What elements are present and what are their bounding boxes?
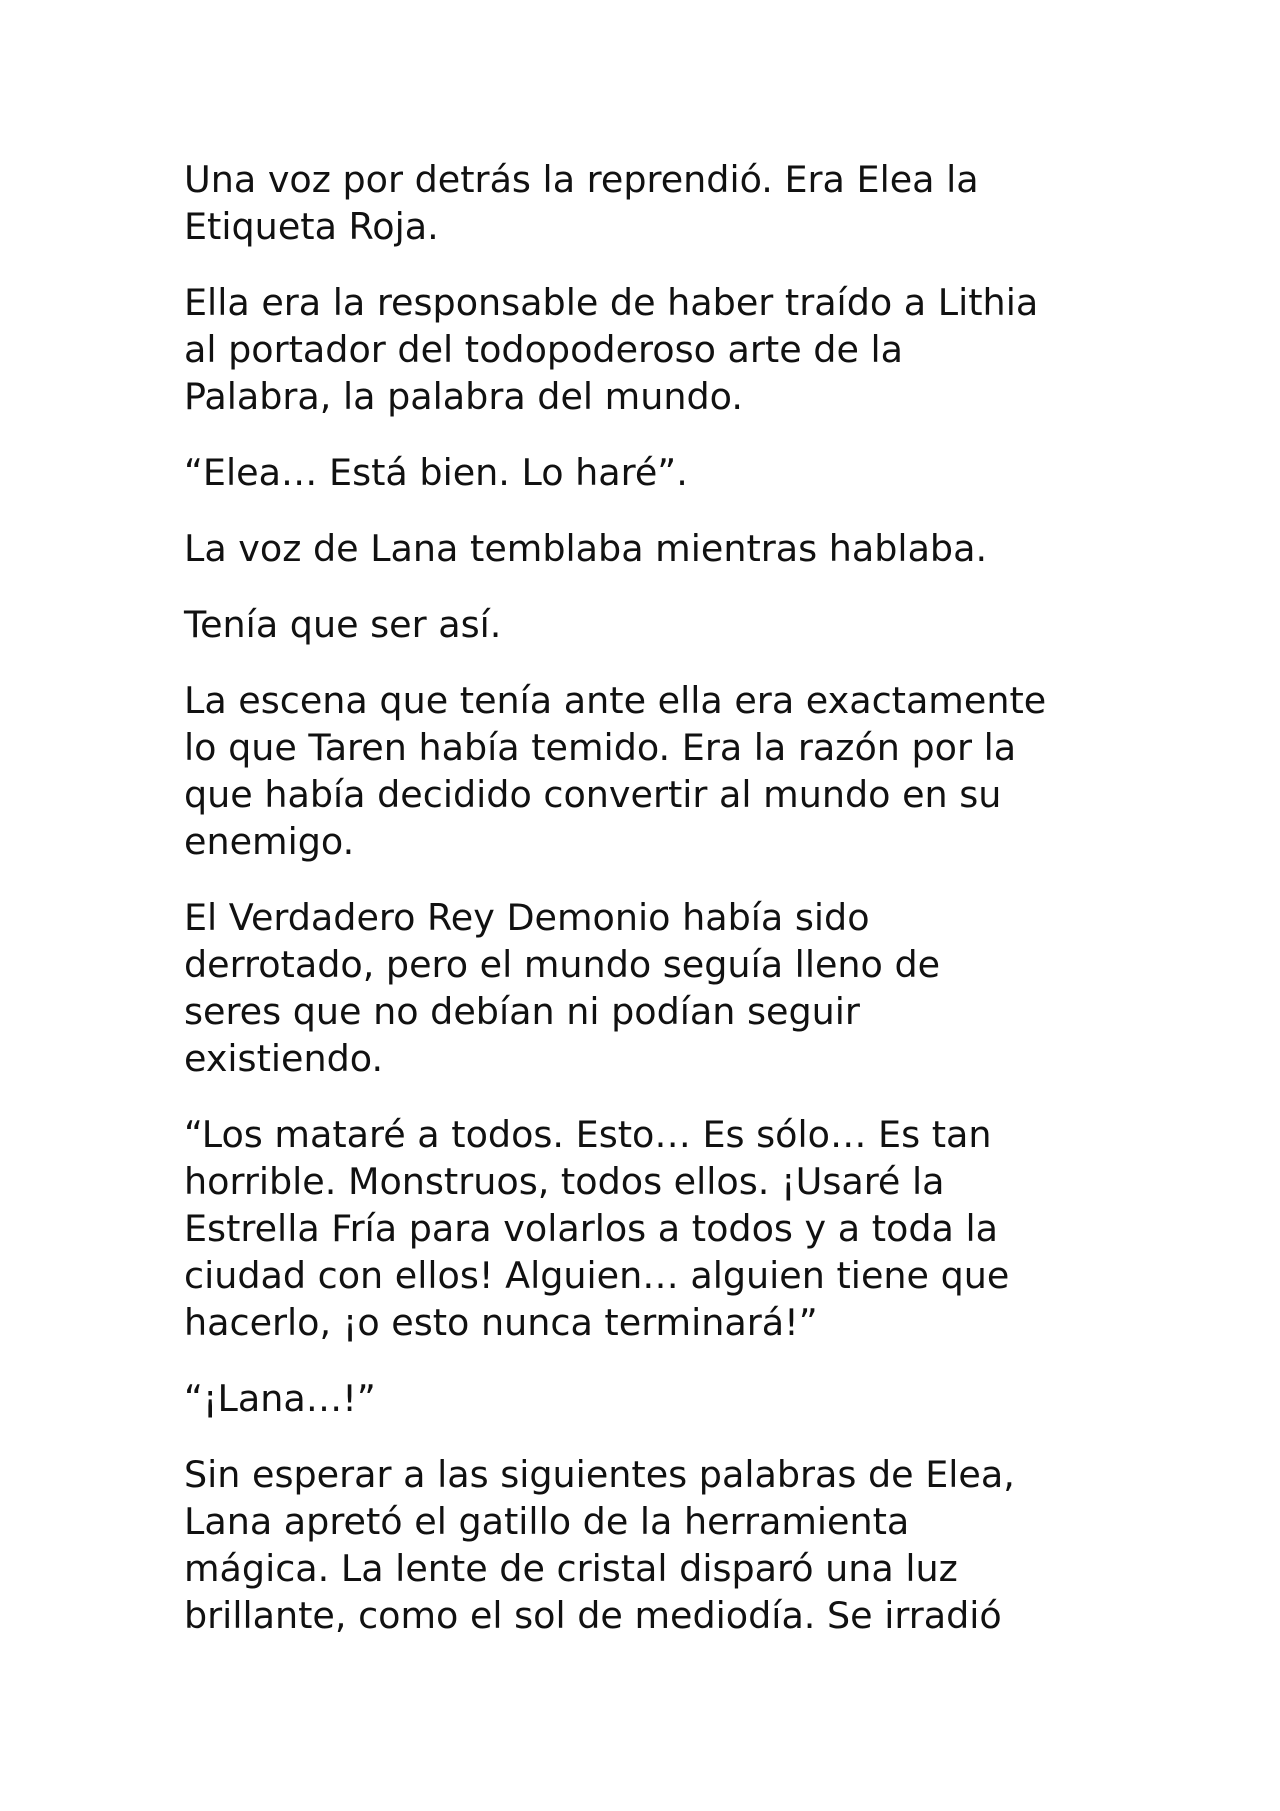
paragraph: [184, 156, 1144, 250]
text-line: existiendo.: [184, 1037, 384, 1080]
paragraph: [184, 1451, 1144, 1639]
text-line: Estrella Fría para volarlos a todos y a toda la: [184, 1207, 998, 1250]
text-line: seres que no debían ni podían seguir: [184, 990, 860, 1033]
text-line: lo que Taren había temido. Era la razón por la: [184, 726, 1017, 769]
paragraph: [184, 677, 1144, 865]
text-line: “Elea… Está bien. Lo haré”.: [184, 451, 688, 494]
text-line: La voz de Lana temblaba mientras hablaba.: [184, 527, 988, 570]
text-line: El Verdadero Rey Demonio había sido: [184, 896, 870, 939]
paragraph: [184, 449, 1144, 496]
text-line: Una voz por detrás la reprendió. Era Elea la: [184, 158, 979, 201]
text-line: ciudad con ellos! Alguien… alguien tiene que: [184, 1254, 1010, 1297]
text-line: enemigo.: [184, 820, 355, 863]
text-line: brillante, como el sol de mediodía. Se irradió: [184, 1594, 1002, 1637]
text-line: al portador del todopoderoso arte de la: [184, 328, 904, 371]
paragraph: [184, 525, 1144, 572]
text-column: [184, 156, 1144, 1668]
text-line: Tenía que ser así.: [184, 603, 502, 646]
text-line: Etiqueta Roja.: [184, 205, 439, 248]
paragraph: [184, 1375, 1144, 1422]
paragraph: [184, 601, 1144, 648]
paragraph: [184, 1111, 1144, 1346]
text-line: Ella era la responsable de haber traído a Lithia: [184, 281, 1039, 324]
text-line: mágica. La lente de cristal disparó una luz: [184, 1547, 958, 1590]
paragraph: [184, 894, 1144, 1082]
text-line: horrible. Monstruos, todos ellos. ¡Usaré la: [184, 1160, 945, 1203]
text-line: Lana apretó el gatillo de la herramienta: [184, 1500, 910, 1543]
text-line: La escena que tenía ante ella era exactamente: [184, 679, 1047, 722]
text-line: Palabra, la palabra del mundo.: [184, 375, 743, 418]
text-line: “Los mataré a todos. Esto… Es sólo… Es tan: [184, 1113, 992, 1156]
text-line: Sin esperar a las siguientes palabras de Elea,: [184, 1453, 1015, 1496]
text-line: “¡Lana…!”: [184, 1377, 376, 1420]
paragraph: [184, 279, 1144, 420]
text-line: que había decidido convertir al mundo en su: [184, 773, 1002, 816]
text-line: hacerlo, ¡o esto nunca terminará!”: [184, 1301, 818, 1344]
text-line: derrotado, pero el mundo seguía lleno de: [184, 943, 941, 986]
